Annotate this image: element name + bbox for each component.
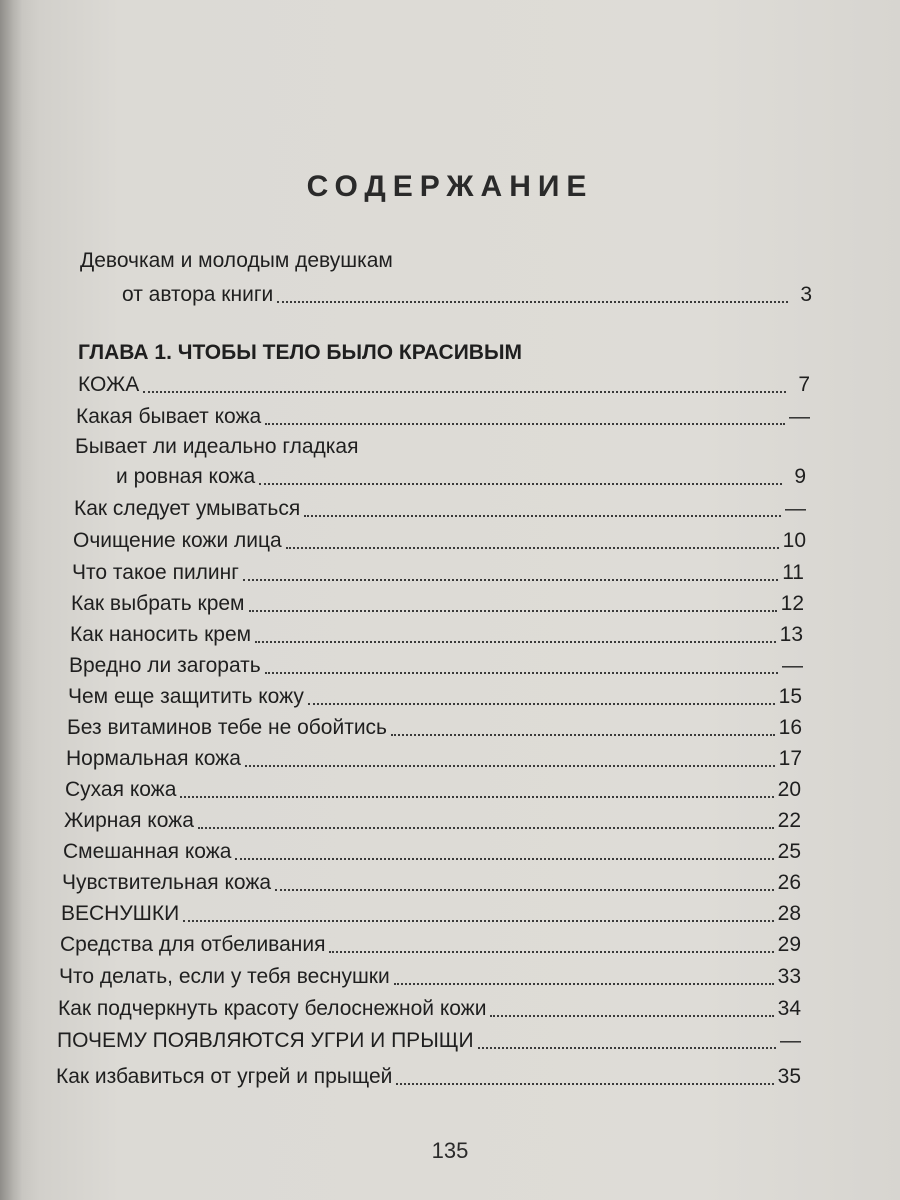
toc-entry-text: Как следует умываться — [74, 497, 301, 520]
toc-entry-page: 34 — [777, 997, 801, 1020]
toc-entry-page: 33 — [777, 965, 801, 988]
chapter-heading: ГЛАВА 1. ЧТОБЫ ТЕЛО БЫЛО КРАСИВЫМ — [78, 341, 523, 364]
toc-entry[interactable] — [76, 398, 810, 430]
toc-entry-text: Как наносить крем — [70, 623, 252, 646]
dot-leader — [243, 578, 778, 581]
toc-entry-text: Как избавиться от угрей и прыщей — [56, 1065, 393, 1088]
toc-entry-text: Что такое пилинг — [72, 561, 239, 584]
toc-entry-text: и ровная кожа — [116, 465, 256, 488]
dot-leader — [143, 390, 786, 393]
toc-entry[interactable] — [74, 490, 806, 522]
toc-entry-page: 22 — [777, 809, 801, 832]
toc-entry-page: 28 — [777, 902, 801, 925]
dot-leader — [329, 950, 773, 953]
dot-leader — [265, 671, 778, 674]
toc-entry-page: 17 — [778, 747, 802, 770]
toc-entry[interactable] — [58, 990, 801, 1022]
toc-entry[interactable] — [71, 585, 804, 617]
dot-leader — [394, 982, 774, 985]
toc-entry[interactable] — [61, 895, 801, 927]
toc-entry-text: Как выбрать крем — [71, 592, 245, 615]
toc-entry[interactable] — [59, 958, 801, 990]
toc-entry-page: 11 — [782, 561, 804, 584]
toc-entry-text: ПОЧЕМУ ПОЯВЛЯЮТСЯ УГРИ И ПРЫЩИ — [57, 1029, 474, 1052]
toc-entry-page: 15 — [778, 685, 802, 708]
page-number: 135 — [431, 1138, 469, 1163]
toc-entry-text: Вредно ли загорать — [69, 654, 261, 677]
toc-entry[interactable] — [57, 1022, 801, 1054]
toc-entry-text: Жирная кожа — [64, 809, 194, 832]
toc-entry[interactable] — [56, 1058, 801, 1090]
page-title: СОДЕРЖАНИЕ — [306, 170, 594, 203]
toc-entry-text[interactable]: Бывает ли идеально гладкая — [75, 435, 359, 458]
dot-leader — [304, 514, 781, 517]
dot-leader — [286, 546, 779, 549]
toc-entry-page: 35 — [777, 1065, 801, 1088]
toc-entry-text: Очищение кожи лица — [73, 529, 282, 552]
dot-leader — [277, 300, 788, 303]
dot-leader — [255, 640, 776, 643]
toc-entry-page: — — [789, 405, 810, 428]
toc-entry-text: Что делать, если у тебя веснушки — [59, 965, 390, 988]
toc-entry[interactable] — [67, 709, 802, 741]
toc-entry-page: 13 — [779, 623, 803, 646]
toc-entry-text: ВЕСНУШКИ — [61, 902, 180, 925]
toc-entry[interactable] — [63, 833, 801, 865]
intro-line-1: Девочкам и молодым девушкам — [80, 249, 393, 272]
toc-entry-text: Нормальная кожа — [66, 747, 241, 770]
toc-entry-page: 7 — [798, 373, 810, 396]
toc-entry-page: 29 — [777, 933, 801, 956]
toc-entry-text: КОЖА — [78, 373, 140, 396]
toc-entry[interactable] — [62, 864, 801, 896]
toc-entry[interactable] — [66, 740, 802, 772]
dot-leader — [245, 764, 775, 767]
dot-leader — [478, 1046, 776, 1049]
toc-entry[interactable] — [60, 926, 801, 958]
toc-entry-text: Как подчеркнуть красоту белоснежной кожи — [58, 997, 487, 1020]
dot-leader — [235, 857, 773, 860]
dot-leader — [391, 733, 775, 736]
toc-entry-page: 16 — [778, 716, 802, 739]
toc-entry-page: 3 — [800, 283, 812, 306]
toc-entry[interactable] — [68, 678, 802, 710]
toc-entry-text: Какая бывает кожа — [76, 405, 262, 428]
toc-entry[interactable] — [78, 366, 810, 398]
toc-entry-text: Средства для отбеливания — [60, 933, 326, 956]
toc-entry-page: 25 — [777, 840, 801, 863]
dot-leader — [308, 702, 775, 705]
toc-entry-text: Смешанная кожа — [63, 840, 232, 863]
toc-entry-page: 26 — [777, 871, 801, 894]
dot-leader — [180, 795, 773, 798]
toc-entry-page: — — [782, 654, 803, 677]
toc-entry-page: 9 — [794, 465, 806, 488]
dot-leader — [183, 919, 773, 922]
toc-entry-text: Чувствительная кожа — [62, 871, 272, 894]
toc-entry-page: — — [780, 1029, 801, 1052]
dot-leader — [265, 422, 785, 425]
toc-entry[interactable] — [72, 554, 804, 586]
dot-leader — [198, 826, 774, 829]
toc-entry[interactable] — [69, 647, 803, 679]
toc-entry-page: 20 — [777, 778, 801, 801]
toc-entry[interactable] — [73, 522, 806, 554]
toc-entry-text: Чем еще защитить кожу — [68, 685, 304, 708]
toc-entry[interactable] — [70, 616, 803, 648]
toc-entry-text: от автора книги — [122, 283, 274, 306]
dot-leader — [259, 482, 782, 485]
dot-leader — [249, 609, 777, 612]
toc-entry[interactable] — [116, 458, 806, 490]
toc-entry-page: — — [785, 497, 806, 520]
toc-entry-page: 10 — [782, 529, 806, 552]
toc-entry-text: Без витаминов тебе не обойтись — [67, 716, 387, 739]
dot-leader — [396, 1082, 773, 1085]
toc-entry-page: 12 — [780, 592, 804, 615]
toc-entry[interactable] — [65, 771, 801, 803]
dot-leader — [490, 1014, 773, 1017]
dot-leader — [275, 888, 774, 891]
toc-entry-text: Сухая кожа — [65, 778, 177, 801]
toc-entry[interactable] — [64, 802, 801, 834]
toc-entry-intro[interactable] — [122, 276, 812, 308]
